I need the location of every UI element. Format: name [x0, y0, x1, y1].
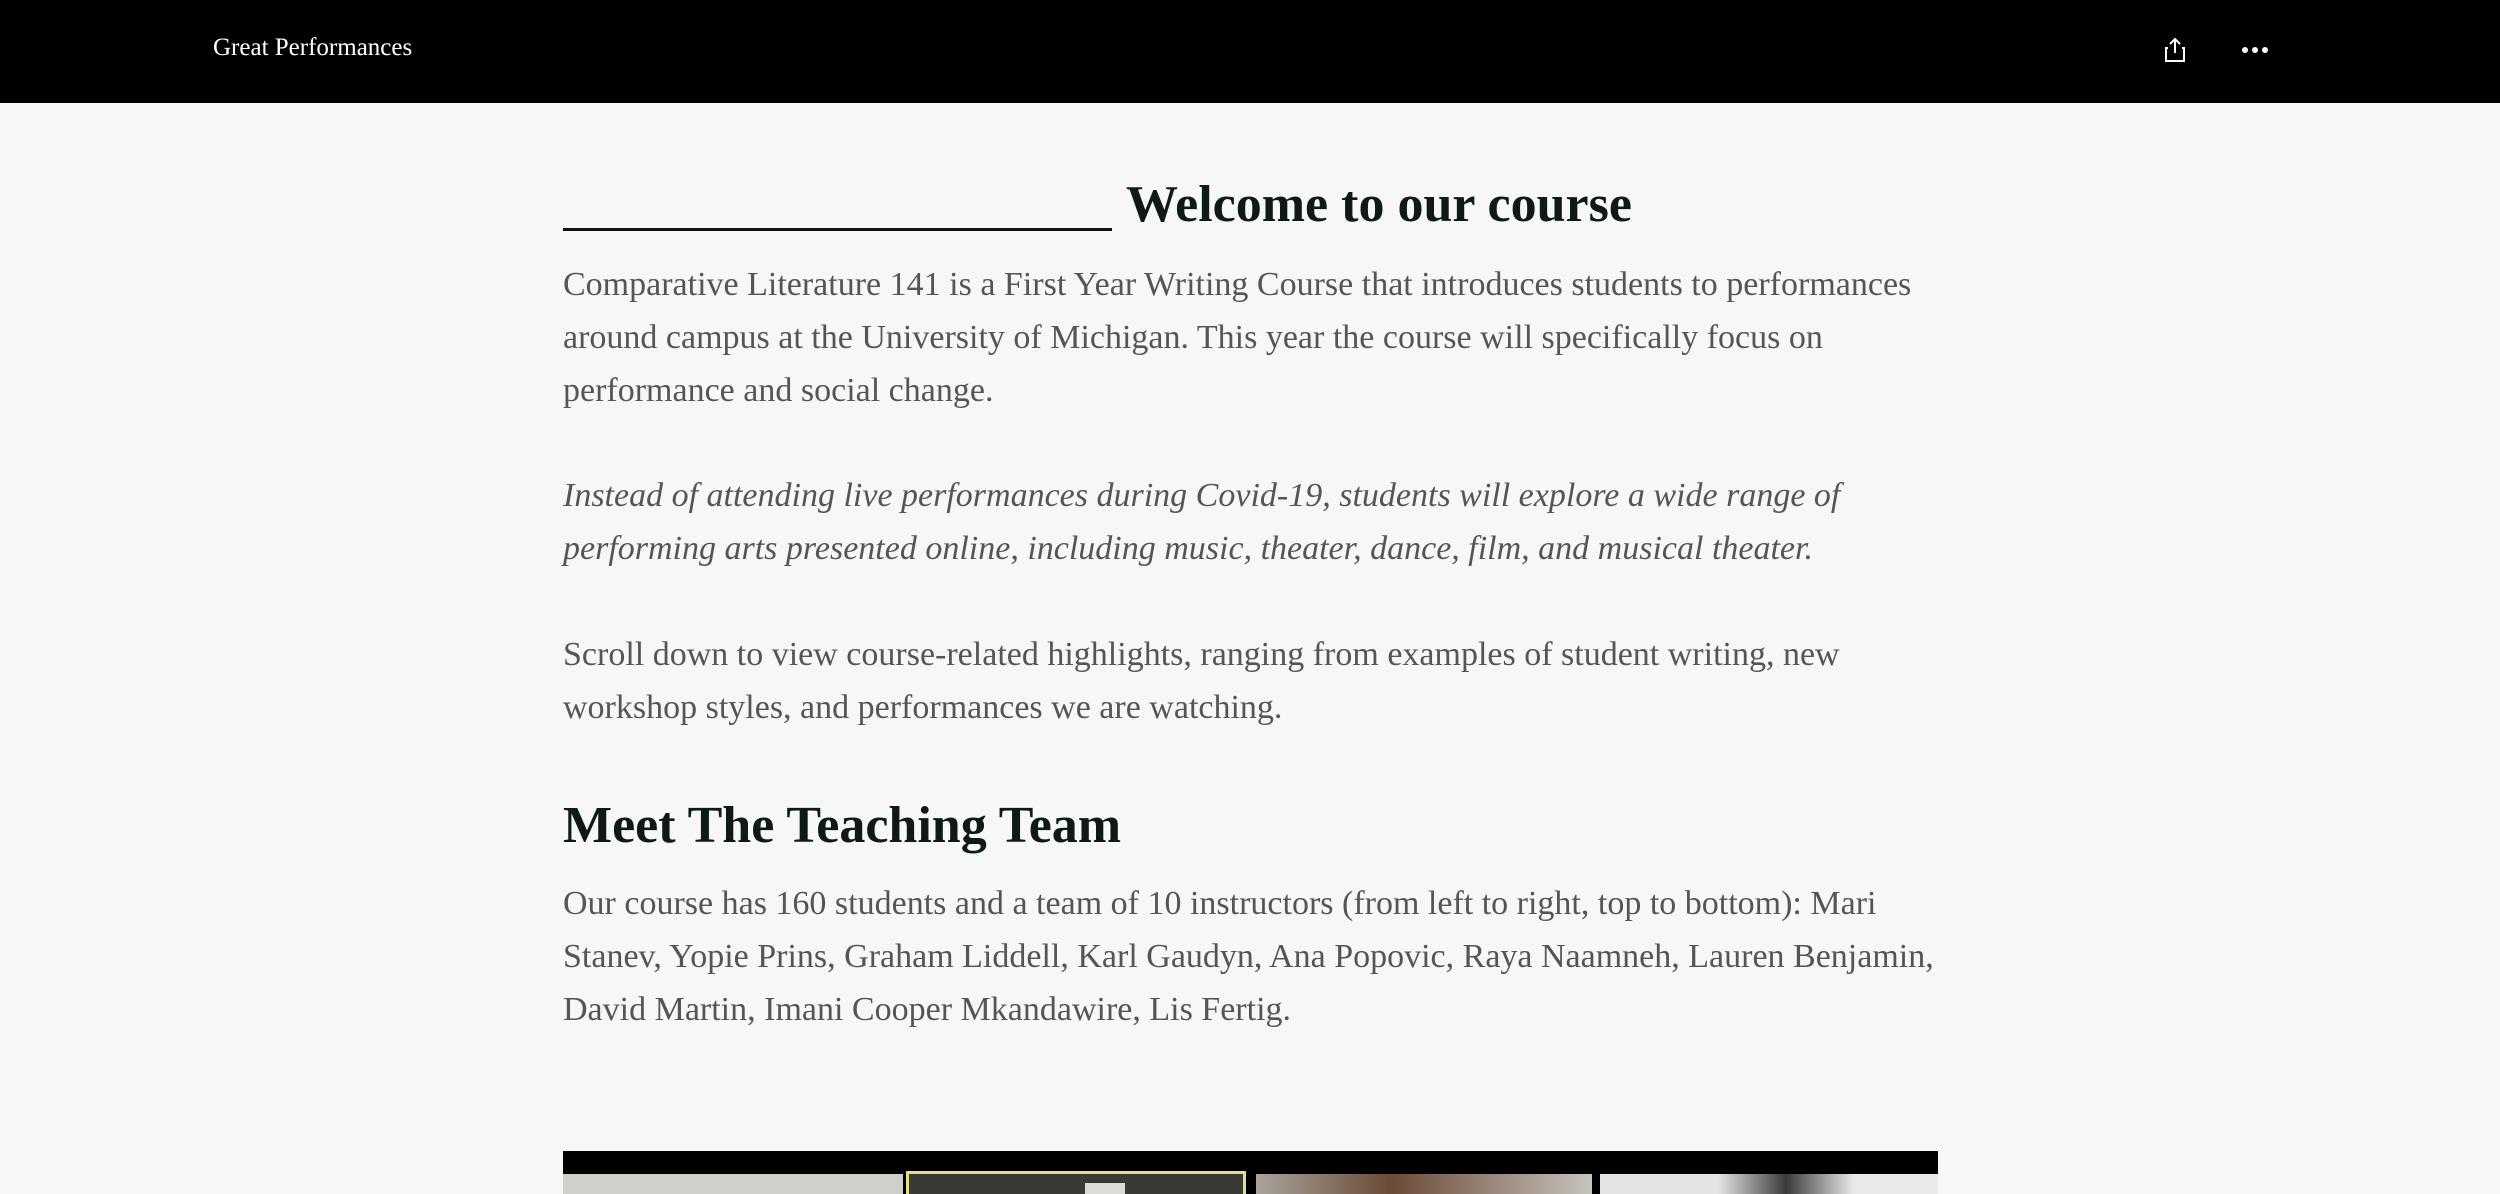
- intro-paragraph: Comparative Literature 141 is a First Year Writing Course that introduces students to performances around campus at the University of Michigan. This year the course will specifically focus on performance and social change.: [563, 266, 1912, 409]
- welcome-heading: [563, 170, 1938, 240]
- team-photo-thumbnail[interactable]: [1256, 1174, 1592, 1194]
- more-options-button[interactable]: [2233, 28, 2277, 72]
- team-photo-gallery[interactable]: [563, 1151, 1938, 1194]
- site-title[interactable]: Great Performances: [213, 34, 413, 61]
- team-photo-thumbnail[interactable]: [563, 1174, 903, 1194]
- scroll-paragraph: Scroll down to view course-related highlights, ranging from examples of student writing, new workshop styles, and performances we are watching.: [563, 636, 1840, 726]
- team-photo-thumbnail[interactable]: [906, 1171, 1246, 1194]
- more-options-icon: [2241, 46, 2269, 54]
- heading-rule: [563, 228, 1112, 231]
- main-content: [563, 170, 1938, 1036]
- team-paragraph: Our course has 160 students and a team of 10 instructors (from left to right, top to bottom): Mari Stanev, Yopie Prins, Graham Liddell, Karl Gaudyn, Ana Popovic, Raya Naamneh, Lauren Benjamin, David Martin, Imani Cooper Mkandawire, Lis Fertig.: [563, 885, 1934, 1028]
- top-bar: [0, 0, 2500, 103]
- welcome-heading-text: Welcome to our course: [1126, 176, 1632, 233]
- share-icon: [2163, 37, 2187, 63]
- team-photo-thumbnail[interactable]: [1600, 1174, 1938, 1194]
- team-heading: Meet The Teaching Team: [563, 797, 1122, 854]
- share-button[interactable]: [2153, 28, 2197, 72]
- covid-paragraph: Instead of attending live performances during Covid-19, students will explore a wide range of performing arts presented online, including music, theater, dance, film, and musical theater.: [563, 477, 1841, 567]
